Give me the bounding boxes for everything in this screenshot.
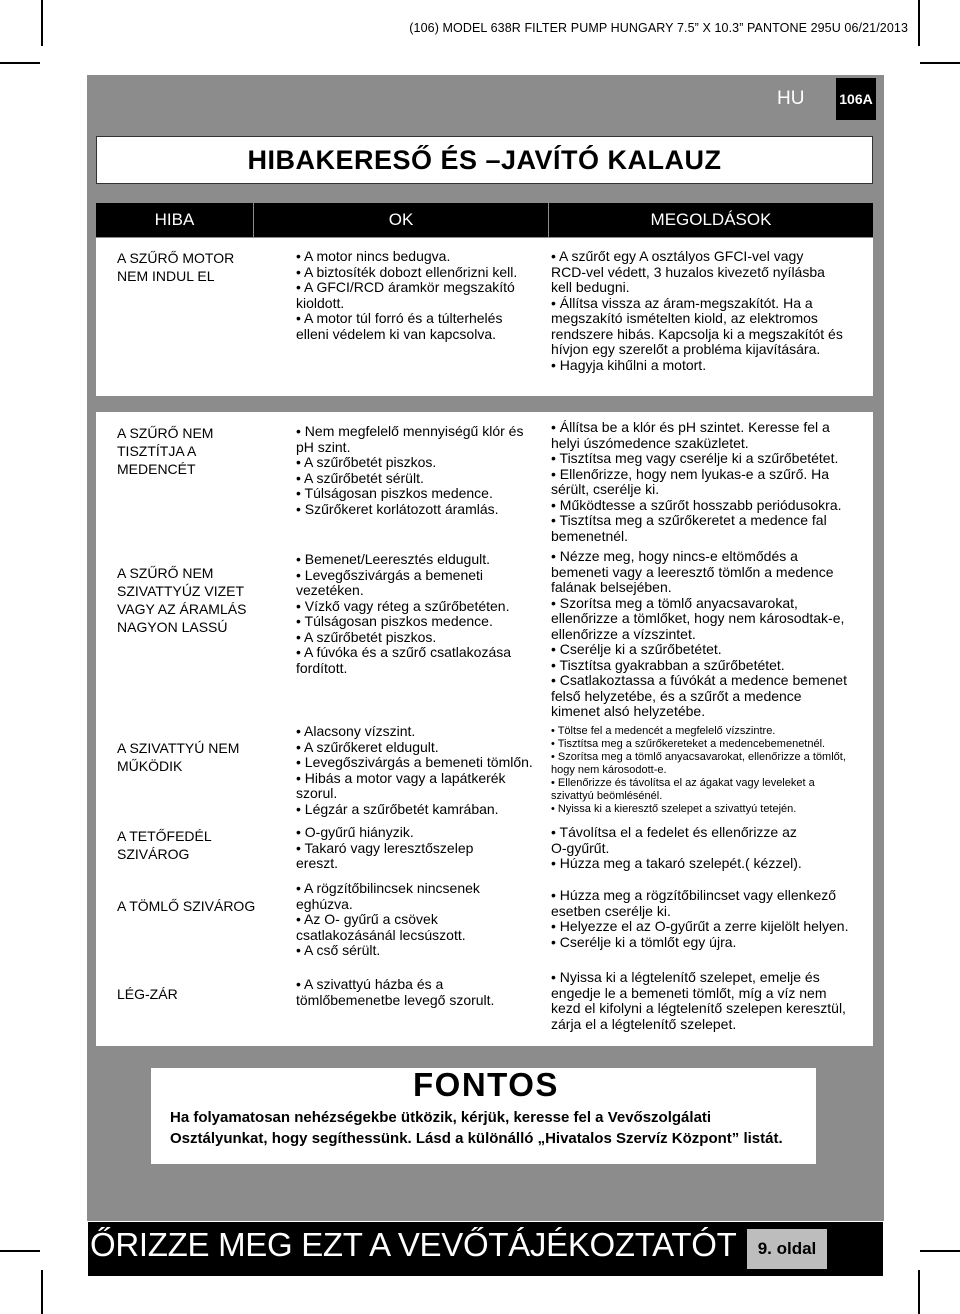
crop-mark bbox=[918, 0, 920, 46]
notice-text: Ha folyamatosan nehézségekbe ütközik, kérjük, keresse fel a Vevőszolgálati Osztályunkat, hogy segíthessünk. Lásd a különálló „Hivatalos Szervíz Központ” listát. bbox=[170, 1109, 783, 1147]
notice-title: FONTOS bbox=[413, 1066, 559, 1103]
language-label: HU bbox=[777, 88, 805, 109]
causes-cell: • Alacsony vízszint. • A szűrőkeret eldugult. • Levegőszivárgás a bemeneti tömlőn. • Hibás a motor vagy a lapátkerék szorul. • Légzár a szűrőbetét kamrában. bbox=[296, 723, 533, 817]
crop-mark bbox=[920, 62, 960, 64]
problem-cell: A TETŐFEDÉL SZIVÁROG bbox=[117, 828, 212, 862]
problem-cell: A SZŰRŐ NEM SZIVATTYÚZ VIZET VAGY AZ ÁRAMLÁS NAGYON LASSÚ bbox=[117, 565, 247, 635]
crop-mark bbox=[0, 1250, 40, 1252]
column-header-ok: OK bbox=[254, 203, 548, 237]
crop-mark bbox=[41, 1270, 43, 1314]
problem-cell: A SZIVATTYÚ NEM MŰKÖDIK bbox=[117, 740, 240, 774]
causes-cell: • A szivattyú házba és a tömlőbemenetbe levegő szorult. bbox=[296, 976, 495, 1008]
column-header-megoldasok: MEGOLDÁSOK bbox=[549, 203, 873, 237]
page-number: 9. oldal bbox=[747, 1229, 827, 1269]
page-tag: 106A bbox=[836, 78, 876, 120]
solutions-cell: • Távolítsa el a fedelet és ellenőrizze az O-gyűrűt. • Húzza meg a takaró szelepét.( kézzel). bbox=[551, 824, 802, 871]
solutions-cell: • Nézze meg, hogy nincs-e eltömődés a bemeneti vagy a leeresztő tömlőn a medence falának belsejében. • Szorítsa meg a tömlő anyacsavarokat, ellenőrizze a tömlőket, hogy nem károsodtak-e, ellenőrizze a vízszintet. • Cserélje ki a szűrőbetétet. • Tisztítsa gyakrabban a szűrőbetétet. • Csatlakoztassa a fúvókát a medence bemenet felső helyzetébe, és a szűrőt a medence kimenet alsó helyzetébe. bbox=[551, 548, 847, 719]
crop-mark bbox=[41, 0, 43, 46]
solutions-cell: • Húzza meg a rögzítőbilincset vagy ellenkező esetben cserélje ki. • Helyezze el az O-gyűrűt a zerre kijelölt helyen. • Cserélje ki a tömlőt egy újra. bbox=[551, 887, 849, 950]
problem-cell: A TÖMLŐ SZIVÁROG bbox=[117, 898, 256, 914]
crop-mark bbox=[0, 62, 40, 64]
causes-cell: • Bemenet/Leeresztés eldugult. • Levegőszivárgás a bemeneti vezetéken. • Vízkő vagy réteg a szűrőbetéten. • Túlságosan piszkos medence. • A szűrőbetét piszkos. • A fúvóka és a szűrő csatlakozása fordított. bbox=[296, 551, 512, 676]
problem-cell: A SZŰRŐ MOTOR NEM INDUL EL bbox=[117, 250, 235, 284]
title-box bbox=[96, 136, 873, 184]
causes-cell: • O-gyűrű hiányzik. • Takaró vagy leresztőszelep ereszt. bbox=[296, 824, 474, 871]
crop-mark bbox=[920, 1250, 960, 1252]
print-info: (106) MODEL 638R FILTER PUMP HUNGARY 7.5” X 10.3” PANTONE 295U 06/21/2013 bbox=[409, 21, 908, 35]
solutions-cell: • A szűrőt egy A osztályos GFCI-vel vagy RCD-vel védett, 3 huzalos kivezető nyílásba kell bedugni. • Állítsa vissza az áram-megszakítót. Ha a megszakító ismételten kiold, az elektromos rendszere hibás. Kapcsolja ki a megszakítót és hívjon egy szerelőt a probléma kijavítására. • Hagyja kihűlni a motort. bbox=[551, 248, 843, 373]
solutions-cell: • Töltse fel a medencét a megfelelő vízszintre. • Tisztítsa meg a szűrőkereteket a medencebemenetnél. • Szorítsa meg a tömlő anyacsavarokat, ellenőrizze a tömlőt, hogy nem károsodott-e. • Ellenőrizze és távolítsa el az ágakat vagy leveleket a szivattyú beömlésénél. • Nyissa ki a kieresztő szelepet a szivattyú tetején. bbox=[551, 725, 846, 815]
footer-title: ŐRIZZE MEG EZT A VEVŐTÁJÉKOZTATÓT bbox=[90, 1226, 737, 1263]
causes-cell: • A rögzítőbilincsek nincsenek eghúzva. • Az O- gyűrű a csövek csatlakozásánál lecsúszott. • A cső sérült. bbox=[296, 880, 480, 958]
solutions-cell: • Állítsa be a klór és pH szintet. Keresse fel a helyi úszómedence szaküzletet. • Tisztítsa meg vagy cserélje ki a szűrőbetétet. • Ellenőrizze, hogy nem lyukas-e a szűrő. Ha sérült, cserélje ki. • Működtesse a szűrőt hosszabb periódusokra. • Tisztítsa meg a szűrőkeretet a medence fal bemenetnél. bbox=[551, 419, 842, 544]
column-header-hiba: HIBA bbox=[96, 203, 253, 237]
page-title: HIBAKERESŐ ÉS –JAVÍTÓ KALAUZ bbox=[247, 144, 722, 175]
crop-mark bbox=[918, 1270, 920, 1314]
problem-cell: LÉG-ZÁR bbox=[117, 986, 178, 1002]
problem-cell: A SZŰRŐ NEM TISZTÍTJA A MEDENCÉT bbox=[117, 425, 214, 477]
causes-cell: • A motor nincs bedugva. • A biztosíték dobozt ellenőrizni kell. • A GFCI/RCD áramkör megszakító kioldott. • A motor túl forró és a túlterhelés elleni védelem ki van kapcsolva. bbox=[296, 248, 518, 342]
causes-cell: • Nem megfelelő mennyiségű klór és pH szint. • A szűrőbetét piszkos. • A szűrőbetét sérült. • Túlságosan piszkos medence. • Szűrőkeret korlátozott áramlás. bbox=[296, 423, 524, 517]
solutions-cell: • Nyissa ki a légtelenítő szelepet, emelje és engedje le a bemeneti tömlőt, míg a víz nem kezd el kifolyni a légtelenítő szelepen keresztül, zárja el a légtelenítő szelepet. bbox=[551, 969, 846, 1032]
